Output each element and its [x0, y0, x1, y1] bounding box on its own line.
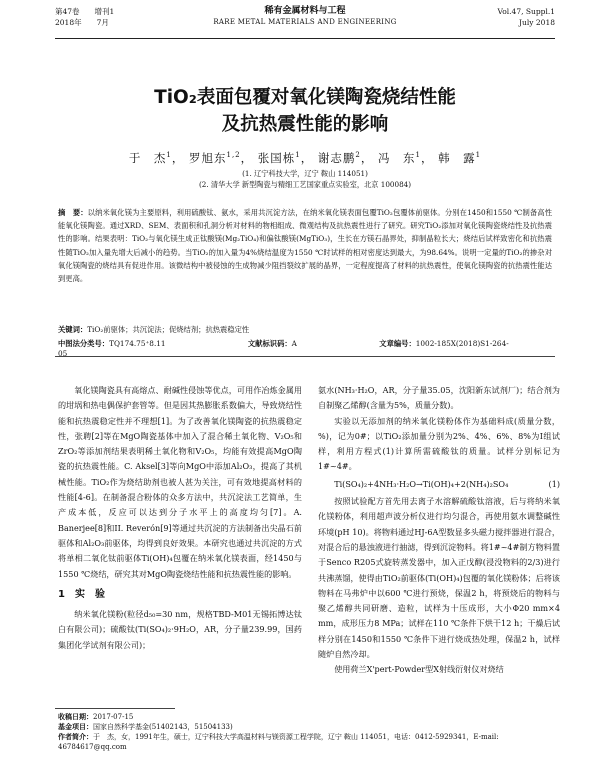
intro-paragraph: 氧化镁陶瓷具有高熔点、耐碱性侵蚀等优点，可用作冶炼金属用的坩埚和热电偶保护套管等。但是因其热膨胀系数偏大，导致烧结性能和抗热震稳定性并不理想[1]。为了改善氧化镁陶瓷的抗热震稳定性，张聘[2]等在MgO陶瓷基体中加入了混合稀土氧化物、V₂O₅和ZrO₂等添加剂结果表明稀土氧化物和V₂O₅，均能有效提高MgO陶瓷的抗热震性能。C. Aksel[3]等向MgO中添加Al₂O₃，提高了其机械性能。TiO₂作为烧结助剂也被人甚为关注，可有效地提高材料的性能[4-6]。在制备混合粉体的众多方法中，共沉淀法工艺简单，生产成本低，反应可以达到分子水平上的高度均匀[7]。A. Banerjee[8]和II. Reverón[9]等通过共沉淀的方法制备出尖晶石前驱体和Al₂O₃前驱体，均得到良好效果。本研究也通过共沉淀的方式将单相二氧化钛前驱体Ti(OH)₄包覆在纳米氧化镁表面，经1450与1550 ℃烧结，研究其对MgO陶瓷烧结性能和抗热震性能的影响。: [58, 385, 302, 579]
materials-paragraph: 纳米氧化镁粉(粒径d₅₀=30 nm，规格TBD-M01无锡拓博达钛白有限公司)；硫酸钛(Ti(SO₄)₂·9H₂O，AR，分子量239.99，国药集团化学试剂有限公司)；: [58, 609, 302, 650]
author-affiliation-mark: 1: [415, 151, 421, 160]
author-name: 韩 露: [438, 151, 476, 165]
received-date: [58, 712, 555, 722]
abstract-text: 以纳米氧化镁为主要原料，利用硫酸钛、氨水，采用共沉淀方法，在纳米氧化镁表面包覆TiO₂包覆体前驱体。分别在1450和1550 ℃制备高性能氧化镁陶瓷。通过XRD、SEM、表面积和孔洞分析对材料的物相组成、微观结构及抗热震性进行了研究。研究TiO₂添加对氧化镁陶瓷烧结性及抗热震性的影响。结果表明：TiO₂与氧化镁生成正钛酸镁(Mg₂TiO₄)和偏钛酸镁(MgTiO₃)，生长在方镁石晶界处，抑制晶粒长大；烧结后试样致密化和抗热震性随TiO₂加入量先增大后减小的趋势。当TiO₂的加入量为4%烧结温度为1550 ℃时试样的相对密度达到最大，为98.64%。说明一定量的TiO₂的掺杂对氧化镁陶瓷的烧结具有促进作用。该微结构中被侵蚀的生成物减少阻挡裂纹扩展的晶界，一定程度提高了材料的抗热震性，使氧化镁陶瓷的抗热震性能达到更高。: [58, 208, 552, 284]
clc-value: TQ174.75⁺8.11: [109, 339, 166, 348]
author: [318, 151, 361, 165]
fund-info: [58, 722, 555, 732]
article-no-value: 1002-185X(2018)S1-264-05: [58, 339, 509, 358]
right-column: [318, 383, 560, 678]
author: [438, 151, 481, 165]
affiliation-2: (2. 清华大学 新型陶瓷与精细工艺国家重点实验室，北京 100084): [198, 180, 412, 189]
procedure-paragraph: 按照试验配方首先用去离子水溶解硫酸钛溶液，后与将纳米氧化镁粉体，利用超声波分析仪进行均匀混合，再使用氨水调整碱性环境(pH 10)。将物料通过HJ-6A型数显多头磁力搅拌器进行混合，对混合后的悬浊液进行抽滤，得到沉淀物料。将1#~4#制方物料置于Senco R205式旋转蒸发器中，加入正戊醇(浸没物料的2/3)进行共沸蒸馏，使得由TiO₂前驱体(Ti(OH)₄)包覆的氧化镁粉体；后将该物料在马弗炉中以600 ℃进行预烧，保温2 h，将预烧后的物料与聚乙烯醇共同研磨、造粒，试样为十压成形，大小Φ20 mm×4 mm，成形压力8 MPa；试样在110 ℃条件下烘干12 h；干燥后试样分别在1450和1550 ℃条件下进行烧成热处理，保温2 h，试样随炉自然冷却。: [318, 496, 560, 660]
author: [129, 151, 172, 165]
title-line-2: 及抗热震性能的影响: [221, 114, 389, 135]
section-divider: [55, 356, 555, 357]
header-issue-line1: Vol.47, Suppl.1: [497, 7, 555, 16]
author-name: 于 杰: [128, 151, 167, 165]
affiliation-1: (1. 辽宁科技大学，辽宁 鞍山 114051): [242, 169, 368, 178]
author: [378, 151, 421, 165]
header-issue-line2: July 2018: [519, 18, 555, 27]
author-affiliation-mark: 1: [295, 151, 301, 160]
author-bio: [58, 732, 555, 752]
header-volume-line2: 2018年 7月: [55, 18, 109, 27]
author-name: 谢志鹏: [317, 151, 356, 165]
author-affiliation-mark: 2: [355, 151, 361, 160]
characterization-paragraph: 使用荷兰X'pert-Powder型X射线衍射仪对烧结: [334, 664, 504, 675]
section-heading-experiment: 1 实 验: [58, 588, 105, 600]
author-bio-label: 作者简介：: [58, 732, 93, 741]
document-code: [248, 339, 337, 348]
sample-design-paragraph: 实验以无添加剂的纳米氧化镁粉体作为基础料成(质量分数，%)，记为0#；以TiO₂添加量分别为2%、4%、6%、8%为I组试样，利用方程式(1)计算所需硫酸钛的质量。试样分别标记为1#~4#。: [318, 415, 560, 472]
doc-code-value: A: [291, 339, 297, 348]
footnote-divider: [55, 708, 175, 709]
journal-name-en: RARE METAL MATERIALS AND ENGINEERING: [213, 18, 397, 26]
paper-title: [55, 84, 555, 138]
title-line-1: TiO₂表面包覆对氧化镁陶瓷烧结性能: [154, 87, 456, 108]
left-column: [58, 383, 302, 653]
equation-number: (1): [548, 478, 560, 489]
fund-label: 基金项目：: [58, 722, 93, 731]
author-name: 冯 东: [378, 151, 416, 165]
author-name: 张国栋: [257, 151, 296, 165]
author-affiliation-mark: 1: [166, 151, 172, 160]
running-header: [55, 6, 555, 39]
keywords: [58, 325, 552, 335]
clc-label: 中图法分类号：: [58, 339, 110, 348]
header-volume-line1: 第47卷 增刊1: [55, 7, 115, 16]
clc-code: [58, 339, 206, 348]
footnotes: [58, 712, 555, 752]
author-list: 于 杰$^1$， 罗旭东$^{1,2}$， 张国栋$^1$， 谢志鹏$^2$， 冯 东$^1$， 韩 露$^1$: [128, 151, 482, 165]
keywords-label: 关键词：: [58, 325, 88, 334]
author-affiliation-mark: 1: [475, 151, 482, 160]
keywords-text: TiO₂前驱体；共沉淀法；促烧结剂；抗热震稳定性: [87, 325, 250, 334]
equation-1: [318, 477, 560, 492]
abstract-label: 摘 要：: [58, 208, 88, 217]
header-journal: [55, 6, 555, 28]
author: [258, 151, 301, 165]
equation-text: Ti(SO₄)₂+4NH₃·H₂O→Ti(OH)₄+2(NH₄)₂SO₄: [334, 478, 509, 489]
author-affiliation-mark: 1,2: [226, 151, 241, 160]
received-value: 2017-07-15: [93, 713, 134, 721]
author: [189, 151, 241, 165]
author-name: 罗旭东: [188, 151, 227, 165]
affiliations: [55, 168, 555, 190]
abstract: [58, 206, 552, 285]
fund-value: 国家自然科学基金(51402143，51504133): [93, 723, 233, 731]
journal-name-cn: 稀有金属材料与工程: [264, 6, 346, 16]
received-label: 收稿日期：: [58, 712, 93, 721]
article-no-label: 文章编号：: [379, 339, 416, 348]
author-bio-value: 于 杰，女，1991年生，硕士，辽宁科技大学高温材料与镁资源工程学院，辽宁 鞍山 114051，电话：0412-5929341，E-mail: 46784617@qq.com: [58, 733, 499, 751]
doc-code-label: 文献标识码：: [247, 339, 292, 348]
materials-continued-paragraph: 氨水(NH₃·H₂O，AR，分子量35.05，沈阳新东试剂厂)；结合剂为自制聚乙烯醇(含量为5%，质量分数)。: [318, 385, 560, 411]
header-issue: [498, 6, 555, 28]
